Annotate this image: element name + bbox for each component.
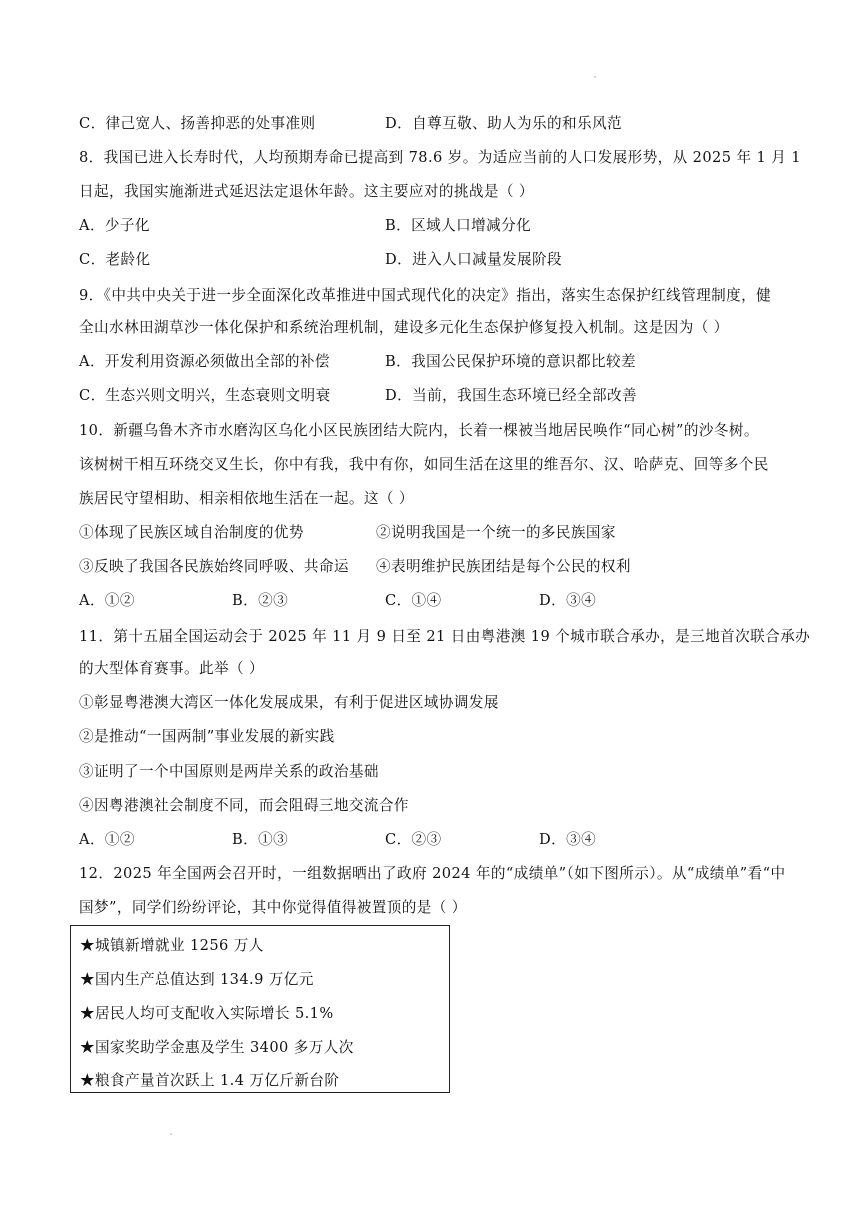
achievement-item: ★粮食产量首次跃上 1.4 万亿斤新台阶 [80, 1072, 340, 1089]
q10-stem-line2: 该树树干相互环绕交叉生长，你中有我，我中有你，如同生活在这里的维吾尔、汉、哈萨克、回等多个民 [79, 456, 769, 473]
q8-option-b: B．区域人口增减分化 [385, 217, 532, 234]
q10-option-b: B．②③ [232, 592, 289, 609]
q8-option-a: A．少子化 [79, 217, 150, 234]
q9-option-c: C．生态兴则文明兴，生态衰则文明衰 [79, 387, 331, 404]
q10-statement-1: ①体现了民族区域自治制度的优势 [79, 524, 304, 541]
scan-dot [594, 76, 596, 78]
q10-statement-2: ②说明我国是一个统一的多民族国家 [376, 524, 616, 541]
q10-option-d: D．③④ [539, 592, 597, 609]
q8-stem-line1: 8．我国已进入长寿时代，人均预期寿命已提高到 78.6 岁。为适应当前的人口发展形势，从 2025 年 1 月 1 [79, 149, 801, 166]
q12-stem-line2: 国梦”，同学们纷纷评论，其中你觉得值得被置顶的是（ ） [79, 899, 467, 916]
q11-stem-line1: 11．第十五届全国运动会于 2025 年 11 月 9 日至 21 日由粤港澳 19 个城市联合承办，是三地首次联合承办 [79, 628, 811, 645]
q11-option-a: A．①② [79, 831, 135, 848]
q8-stem-line2: 日起，我国实施渐进式延迟法定退休年龄。这主要应对的挑战是（ ） [79, 183, 534, 200]
q10-stem-line3: 族居民守望相助、相亲相依地生活在一起。这（ ） [79, 490, 414, 507]
q7-option-c: C．律己宽人、扬善抑恶的处事准则 [79, 115, 316, 132]
q11-statement-4: ④因粤港澳社会制度不同，而会阻碍三地交流合作 [79, 797, 409, 814]
q11-option-c: C．②③ [385, 831, 442, 848]
q9-stem-line2: 全山水林田湖草沙一体化保护和系统治理机制，建设多元化生态保护修复投入机制。这是因为（ ） [79, 319, 729, 336]
q11-option-b: B．①③ [232, 831, 289, 848]
q11-option-d: D．③④ [539, 831, 597, 848]
q10-option-c: C．①④ [385, 592, 442, 609]
achievement-list-box [70, 925, 450, 1093]
q10-statement-4: ④表明维护民族团结是每个公民的权利 [376, 558, 631, 575]
q11-stem-line2: 的大型体育赛事。此举（ ） [79, 660, 264, 677]
q10-option-a: A．①② [79, 592, 135, 609]
q8-option-d: D．进入人口减量发展阶段 [385, 251, 563, 268]
q10-stem-line1: 10．新疆乌鲁木齐市水磨沟区乌化小区民族团结大院内，长着一棵被当地居民唤作“同心树”的沙冬树。 [79, 422, 759, 439]
scan-dot [170, 1133, 172, 1135]
q12-stem-line1: 12．2025 年全国两会召开时，一组数据晒出了政府 2024 年的“成绩单”（如下图所示）。从“成绩单”看“中 [79, 865, 786, 882]
q10-statement-3: ③反映了我国各民族始终同呼吸、共命运 [79, 558, 349, 575]
q8-option-c: C．老龄化 [79, 251, 151, 268]
q9-option-a: A．开发利用资源必须做出全部的补偿 [79, 353, 330, 370]
q9-option-b: B．我国公民保护环境的意识都比较差 [385, 353, 637, 370]
achievement-item: ★国家奖助学金惠及学生 3400 多万人次 [80, 1039, 354, 1056]
q11-statement-3: ③证明了一个中国原则是两岸关系的政治基础 [79, 763, 379, 780]
q11-statement-2: ②是推动“一国两制”事业发展的新实践 [79, 728, 335, 745]
q7-option-d: D．自尊互敬、助人为乐的和乐风范 [385, 115, 623, 132]
achievement-item: ★国内生产总值达到 134.9 万亿元 [80, 971, 314, 988]
q9-option-d: D．当前，我国生态环境已经全部改善 [385, 387, 638, 404]
achievement-item: ★居民人均可支配收入实际增长 5.1% [80, 1005, 334, 1022]
achievement-item: ★城镇新增就业 1256 万人 [80, 937, 264, 954]
q9-stem-line1: 9．《中共中央关于进一步全面深化改革推进中国式现代化的决定》指出，落实生态保护红线管理制度，健 [79, 287, 772, 304]
q11-statement-1: ①彰显粤港澳大湾区一体化发展成果，有利于促进区域协调发展 [79, 694, 499, 711]
